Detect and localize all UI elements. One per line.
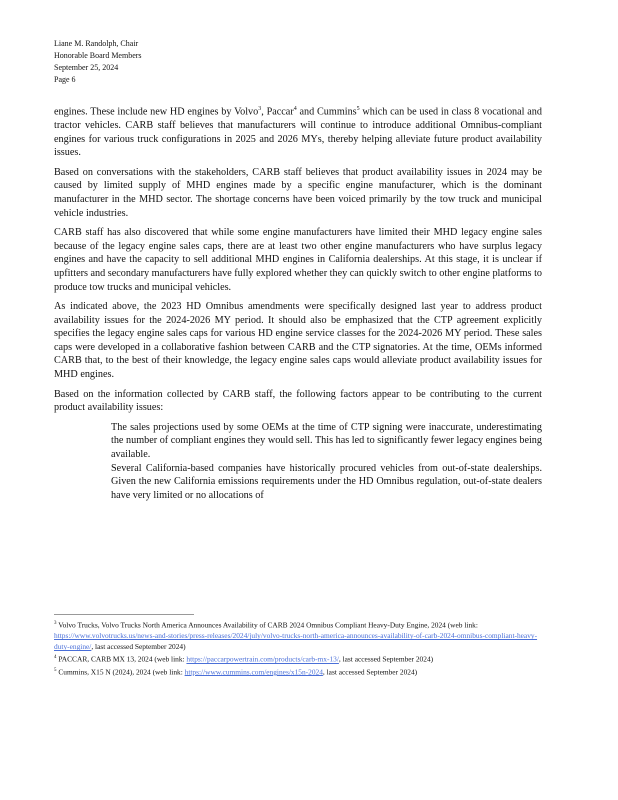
footnote-ref[interactable]: 5 [356,106,360,112]
footnote-link[interactable]: https://www.cummins.com/engines/x15n-2024 [184,667,323,677]
footnote-link[interactable]: https://paccarpowertrain.com/products/carb-mx-13/ [186,654,339,664]
paragraph-engines [54,103,542,160]
header-page-number: Page 6 [54,75,76,84]
paragraph-text: , Paccar [261,106,294,118]
header-board: Honorable Board Members [54,51,142,60]
bullet-icon [54,462,93,503]
footnote-number: 3 [54,621,57,626]
bullet-icon [54,421,93,462]
letter-body [54,103,542,502]
footnote-text: , last accessed September 2024) [322,667,418,677]
footnote-text: , last accessed September 2024) [91,642,186,652]
bullet-item [54,462,542,503]
footnote-number: 4 [54,655,57,661]
footnotes [54,618,544,677]
header-date: September 25, 2024 [54,63,119,72]
header-recipient: Liane M. Randolph, Chair [54,39,139,48]
paragraph-discovered: CARB staff has also discovered that while some engine manufacturers have limited their MHD legacy engine sales because of the legacy engine sales caps, there are at least two other engine manufacturers who have surplus legacy engines and have the capacity to sell additional MHD engines in California dealerships. At this stage, it is unclear if upfitters and secondary manufacturers have fully explored whether they can quickly switch to other engine platforms to produce tow trucks and municipal vehicles. [54,227,542,293]
footnote-divider [54,614,194,615]
footnote-item [54,618,544,652]
footnote-number: 5 [54,667,57,673]
paragraph-indicated: As indicated above, the 2023 HD Omnibus amendments were specifically designed last year to address product availability issues for the 2024-2026 MY period. It should also be emphasized that the CTP agreement explicitly specifies the legacy engine sales caps for various HD engine service classes for the 2024-2026 MY period. These sales caps were developed in a collaborative fashion between CARB and the CTP signatories. At the time, OEMs informed CARB that, to the best of their knowledge, the legacy engine sales caps would alleviate product availability issues for MHD engines. [54,301,542,381]
paragraph-text: and Cummins [296,106,357,118]
footnote-text: Volvo Trucks, Volvo Trucks North America Announces Availability of CARB 2024 Omnibus Compliant Heavy-Duty Engine, 2024 (web link: [58,620,478,630]
paragraph-text: engines. These include new HD engines by Volvo [54,106,259,118]
footnote-text: Cummins, X15 N (2024), 2024 (web link: [58,667,185,677]
paragraph-factors: Based on the information collected by CARB staff, the following factors appear to be contributing to the current product availability issues: [54,388,542,414]
footnote-text: , last accessed September 2024) [338,654,434,664]
footnote-ref[interactable]: 4 [293,106,297,112]
footnote-item [54,652,544,664]
bullet-text: Several California-based companies have historically procured vehicles from out-of-state dealerships. Given the new California emissions requirements under the HD Omnibus regulation, out-of-state dealers have very limited or no allocations of [111,462,542,501]
paragraph-text: which can be used in class 8 vocational and tractor vehicles. CARB staff believes that manufacturers will continue to introduce additional Omnibus-compliant engines for various truck configurations in 2025 and 2026 MYs, thereby helping alleviate future product availability issues. [54,106,542,159]
footnote-text: PACCAR, CARB MX 13, 2024 (web link: [58,654,187,664]
footnote-link[interactable]: https://www.volvotrucks.us/news-and-stories/press-releases/2024/july/volvo-trucks-north-america-announces-availability-of-carb-2024-omnibus-compliant-heavy-duty-engine/ [54,631,538,652]
paragraph-conversations: Based on conversations with the stakeholders, CARB staff believes that product availability issues in 2024 may be caused by limited supply of MHD engines made by a specific engine manufacturer, which is the dominant manufacturer in the MHD sector. The shortage concerns have been voiced primarily by the tow truck and municipal vehicle industries. [54,166,542,219]
letter-header [54,38,142,86]
bullet-text: The sales projections used by some OEMs at the time of CTP signing were inaccurate, underestimating the number of compliant engines they would sell. This has led to significantly fewer legacy engines being available. [111,421,542,461]
footnote-ref[interactable]: 3 [258,106,262,112]
bullet-item [54,421,542,462]
footnote-item [54,665,544,677]
